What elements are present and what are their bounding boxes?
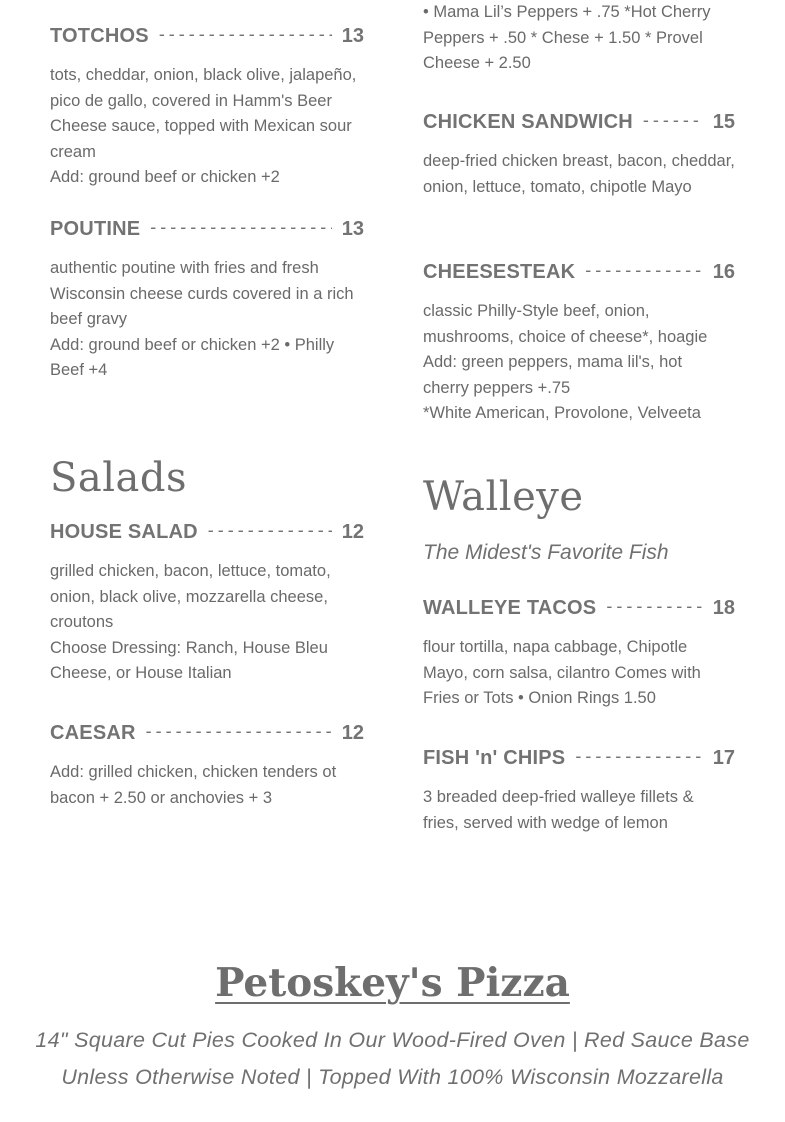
- item-note: *White American, Provolone, Velveeta: [423, 404, 701, 422]
- item-price: 17: [712, 747, 735, 769]
- dotted-leader: [146, 721, 332, 741]
- item-header: [50, 25, 364, 51]
- item-header: [423, 747, 735, 773]
- section-subtitle-walleye: The Midest's Favorite Fish: [423, 541, 669, 564]
- menu-item-caesar: [50, 722, 364, 811]
- section-title-walleye: Walleye: [423, 474, 584, 520]
- item-price: 18: [712, 597, 735, 619]
- item-name: WALLEYE TACOS: [423, 597, 597, 619]
- item-price: 12: [341, 722, 364, 744]
- section-title-salads: Salads: [50, 455, 188, 501]
- menu-item-totchos: [50, 25, 364, 191]
- item-description-text: Add: grilled chicken, chicken tenders ot bacon + 2.50 or anchovies + 3: [50, 763, 337, 807]
- dotted-leader: [585, 260, 703, 280]
- menu-item-poutine: [50, 218, 364, 384]
- item-description: [423, 635, 723, 712]
- item-header: [50, 722, 364, 748]
- item-price: 15: [712, 111, 735, 133]
- dotted-leader: [606, 596, 702, 616]
- item-header: [423, 597, 735, 623]
- item-description: [50, 63, 364, 191]
- menu-item-walleye-tacos: [423, 597, 735, 712]
- item-price: 13: [341, 218, 364, 240]
- item-description: [423, 785, 713, 836]
- menu-item-chicken-sandwich: [423, 111, 735, 200]
- item-name: CHEESESTEAK: [423, 261, 576, 283]
- dotted-leader: [159, 24, 332, 44]
- item-header: [50, 521, 364, 547]
- item-description-text: deep-fried chicken breast, bacon, cheddar, onion, lettuce, tomato, chipotle Mayo: [423, 152, 735, 196]
- item-name: HOUSE SALAD: [50, 521, 198, 543]
- section-subtitle-pizza: 14" Square Cut Pies Cooked In Our Wood-Fired Oven | Red Sauce Base Unless Otherwise Noted | Topped With 100% Wisconsin Mozzarella: [35, 1028, 750, 1089]
- item-name: FISH 'n' CHIPS: [423, 747, 566, 769]
- item-description: [50, 559, 364, 687]
- item-price: 13: [341, 25, 364, 47]
- item-price: 16: [712, 261, 735, 283]
- addon-intro-text: • Mama Lil’s Peppers + .75 *Hot Cherry Peppers + .50 * Chese + 1.50 * Provel Cheese + 2.50: [423, 3, 711, 72]
- item-description: [423, 299, 719, 427]
- section-title-pizza: [0, 960, 785, 1006]
- left-column: [50, 0, 364, 840]
- item-name: CAESAR: [50, 722, 136, 744]
- pizza-title-text: Petoskey's Pizza: [215, 960, 570, 1006]
- dotted-leader: [208, 520, 332, 540]
- item-description: [423, 149, 735, 200]
- dotted-leader: [150, 217, 331, 237]
- item-description: [50, 760, 364, 811]
- item-addon: Add: green peppers, mama lil's, hot cherry peppers +.75: [423, 353, 683, 397]
- item-description-text: authentic poutine with fries and fresh Wisconsin cheese curds covered in a rich beef gravy: [50, 259, 354, 328]
- menu-item-cheesesteak: [423, 261, 735, 427]
- dotted-leader: [643, 110, 703, 130]
- item-addon: Add: ground beef or chicken +2: [50, 168, 280, 186]
- item-price: 12: [341, 521, 364, 543]
- right-column: [423, 0, 735, 860]
- menu-item-fish-n-chips: [423, 747, 735, 836]
- item-header: [423, 261, 735, 287]
- item-header: [50, 218, 364, 244]
- item-name: POUTINE: [50, 218, 141, 240]
- item-header: [423, 111, 735, 137]
- item-description-text: flour tortilla, napa cabbage, Chipotle Mayo, corn salsa, cilantro Comes with Fries or Tots • Onion Rings 1.50: [423, 638, 701, 707]
- item-description-text: classic Philly-Style beef, onion, mushrooms, choice of cheese*, hoagie: [423, 302, 708, 346]
- item-description-text: tots, cheddar, onion, black olive, jalapeño, pico de gallo, covered in Hamm's Beer Cheese sauce, topped with Mexican sour cream: [50, 66, 357, 161]
- dotted-leader: [575, 746, 702, 766]
- item-addon: Choose Dressing: Ranch, House Bleu Cheese, or House Italian: [50, 638, 328, 682]
- item-description-text: 3 breaded deep-fried walleye fillets & fries, served with wedge of lemon: [423, 788, 694, 832]
- item-description-text: grilled chicken, bacon, lettuce, tomato, onion, black olive, mozzarella cheese, croutons: [50, 562, 331, 631]
- item-name: TOTCHOS: [50, 25, 149, 47]
- menu-item-house-salad: [50, 521, 364, 687]
- item-name: CHICKEN SANDWICH: [423, 111, 633, 133]
- item-addon: Add: ground beef or chicken +2 • Philly Beef +4: [50, 335, 335, 379]
- item-description: [50, 256, 364, 384]
